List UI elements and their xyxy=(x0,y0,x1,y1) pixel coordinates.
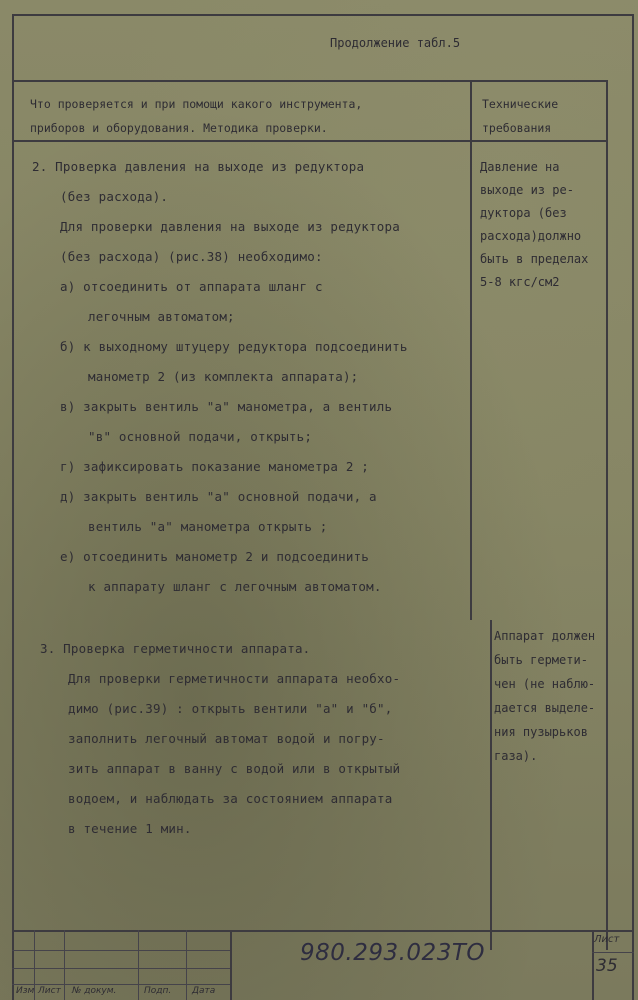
title-block-label: Лист xyxy=(38,986,61,996)
requirement-line: расхода)должно xyxy=(480,229,582,243)
title-block-col-rule xyxy=(138,930,139,1000)
section2-line: а) отсоединить от аппарата шланг с xyxy=(60,279,323,294)
column-divider-lower xyxy=(490,620,492,950)
section2-requirements xyxy=(480,156,588,294)
section3-body xyxy=(40,634,400,844)
section2-line: (без расхода) (рис.38) необходимо: xyxy=(60,249,323,264)
header-left-line: Что проверяется и при помощи какого инструмента, xyxy=(30,97,363,111)
requirement-line: быть в пределах xyxy=(480,252,589,266)
requirement-line: 5-8 кгс/см2 xyxy=(480,275,560,289)
document-code: 980.293.023ТО xyxy=(300,940,485,966)
section2-line: д) закрыть вентиль "а" основной подачи, а xyxy=(60,489,377,504)
sheet-cell-rule xyxy=(592,952,634,953)
header-right-line: требования xyxy=(482,121,552,135)
section2-line: Для проверки давления на выходе из редуктора xyxy=(60,219,400,234)
section3-line: димо (рис.39) : открыть вентили "а" и "б", xyxy=(68,701,393,716)
title-block-top-rule xyxy=(12,930,634,932)
frame-left-line xyxy=(12,14,14,1000)
header-left-cell xyxy=(30,92,362,140)
requirement-line: газа). xyxy=(494,749,538,763)
title-block-label: Изм xyxy=(16,986,35,996)
section2-line: е) отсоединить манометр 2 и подсоединить xyxy=(60,549,370,564)
frame-top-line xyxy=(12,14,634,16)
section3-line: 3. Проверка герметичности аппарата. xyxy=(40,641,311,656)
header-right-line: Технические xyxy=(482,97,559,111)
title-block-code-divider xyxy=(230,930,232,1000)
section3-line: водоем, и наблюдать за состоянием аппарата xyxy=(68,791,393,806)
requirement-line: Аппарат должен xyxy=(494,629,596,643)
section2-line: в) закрыть вентиль "а" манометра, а вентиль xyxy=(60,399,393,414)
sheet-label: Лист xyxy=(594,934,620,945)
requirement-line: чен (не наблю- xyxy=(494,677,596,691)
title-block-label: Подп. xyxy=(144,986,172,996)
header-left-line: приборов и оборудования. Методика проверки. xyxy=(30,121,328,135)
title-block-label: Дата xyxy=(192,986,216,996)
section2-line: к аппарату шланг с легочным автоматом. xyxy=(88,579,382,594)
section2-line: (без расхода). xyxy=(60,189,169,204)
section2-line: "в" основной подачи, открыть; xyxy=(88,429,313,444)
requirement-line: выходе из ре- xyxy=(480,183,574,197)
section3-requirements xyxy=(494,624,595,768)
table-top-rule xyxy=(12,80,608,82)
section2-line: манометр 2 (из комплекта аппарата); xyxy=(88,369,359,384)
column-divider-upper xyxy=(470,80,472,620)
section2-line: б) к выходному штуцеру редуктора подсоединить xyxy=(60,339,408,354)
section3-line: заполнить легочный автомат водой и погру- xyxy=(68,731,385,746)
section2-line: вентиль "а" манометра открыть ; xyxy=(88,519,328,534)
section2-line: 2. Проверка давления на выходе из редуктора xyxy=(32,159,365,174)
title-block-row-rule xyxy=(12,968,230,969)
section3-line: в течение 1 мин. xyxy=(68,821,192,836)
section2-body xyxy=(32,152,408,602)
section2-line: г) зафиксировать показание манометра 2 ; xyxy=(60,459,370,474)
section3-line: зить аппарат в ванну с водой или в открытый xyxy=(68,761,401,776)
section2-line: легочным автоматом; xyxy=(88,309,235,324)
requirement-line: Давление на xyxy=(480,160,560,174)
header-right-cell xyxy=(482,92,558,140)
title-block-row-rule xyxy=(12,950,230,951)
right-column-border xyxy=(606,80,608,950)
frame-right-line xyxy=(632,14,634,1000)
title-block-col-rule xyxy=(64,930,65,1000)
header-bottom-rule xyxy=(12,140,608,142)
title-block-row-rule xyxy=(12,984,230,985)
requirement-line: дается выделе- xyxy=(494,701,596,715)
section3-line: Для проверки герметичности аппарата необхо- xyxy=(68,671,401,686)
title-block-col-rule xyxy=(186,930,187,1000)
requirement-line: ния пузырьков xyxy=(494,725,588,739)
requirement-line: дуктора (без xyxy=(480,206,567,220)
sheet-number: 35 xyxy=(596,956,618,976)
title-block-label: № докум. xyxy=(72,986,117,996)
requirement-line: быть гермети- xyxy=(494,653,588,667)
continuation-title: Продолжение табл.5 xyxy=(330,36,461,50)
